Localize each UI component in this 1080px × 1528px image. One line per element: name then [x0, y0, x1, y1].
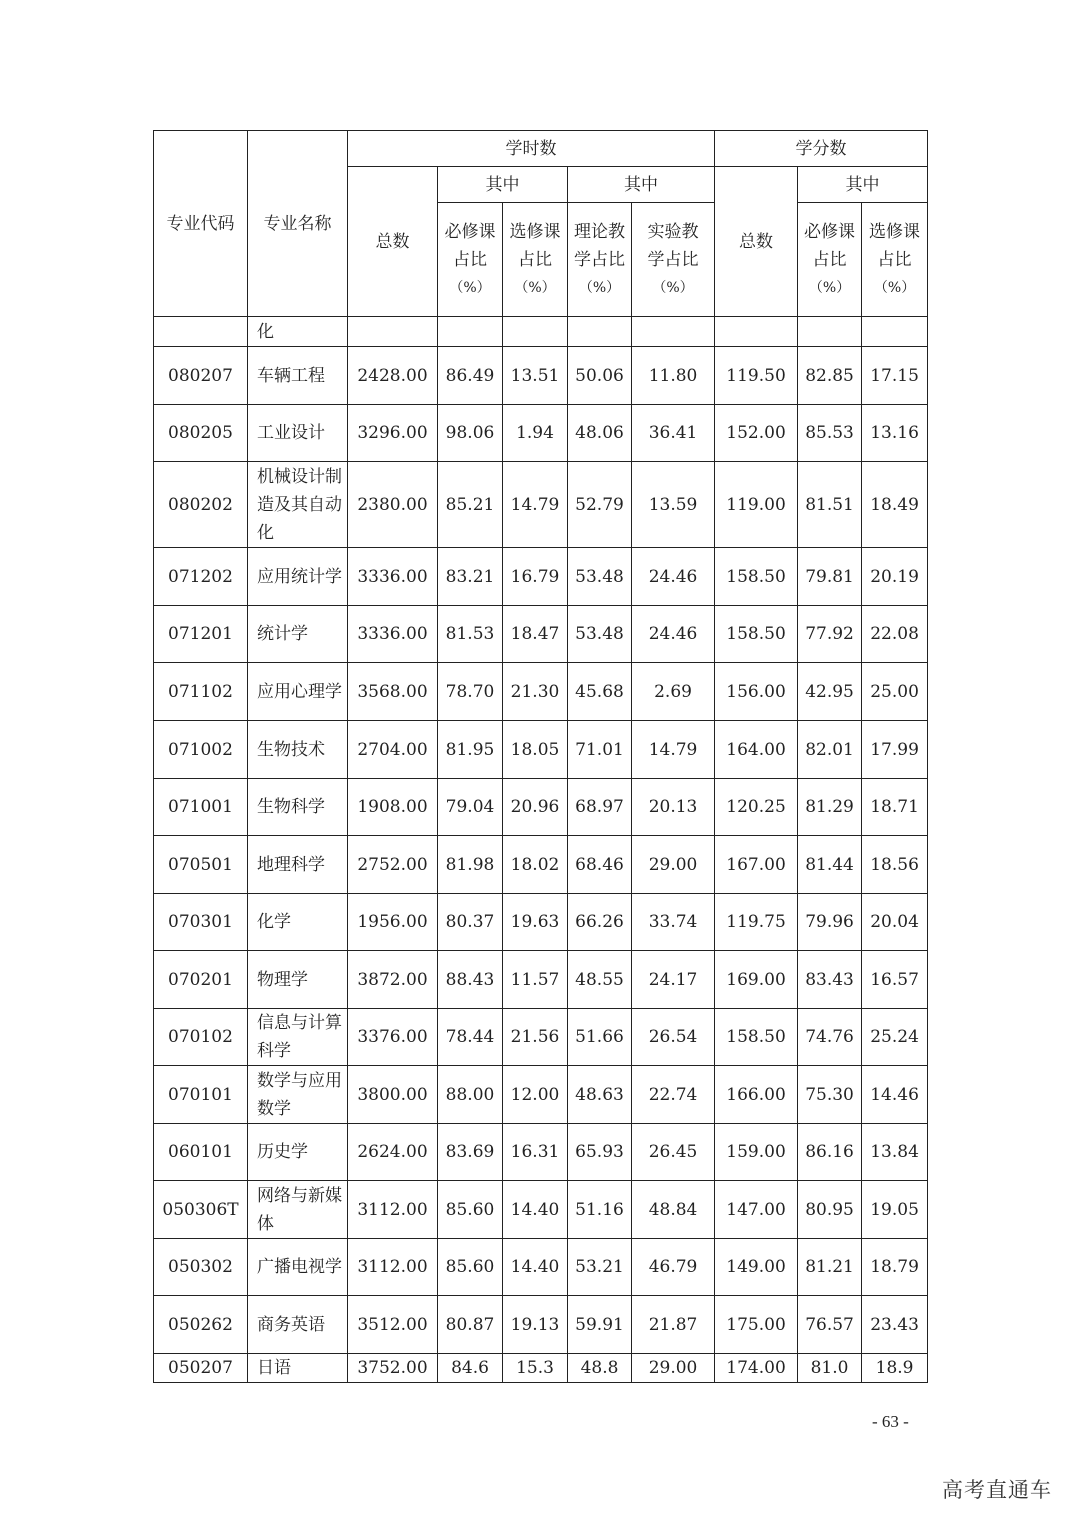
cell-req: 80.87: [438, 1296, 503, 1354]
cell-name: 信息与计算科学: [248, 1009, 348, 1066]
cell-credit-elec: 22.08: [862, 606, 928, 663]
cell-credit-req: 80.95: [798, 1181, 862, 1239]
table-header: [154, 131, 928, 317]
cell-credit-elec: 19.05: [862, 1181, 928, 1239]
cell-theory: 65.93: [568, 1124, 632, 1181]
cell-req: 81.95: [438, 721, 503, 779]
header-lab-pct: 实验教学占比 （%）: [632, 203, 715, 317]
cell-credits-total: 167.00: [715, 836, 798, 894]
cell-code: 070301: [154, 894, 248, 951]
cell-elec: 14.40: [503, 1181, 568, 1239]
cell-req: 81.98: [438, 836, 503, 894]
cell-req: 80.37: [438, 894, 503, 951]
cell-req: 85.60: [438, 1239, 503, 1296]
table-row: [154, 1354, 928, 1383]
cell-hours-total: 2380.00: [348, 462, 438, 548]
cell-name: 应用心理学: [248, 663, 348, 721]
cell-credits-total: 175.00: [715, 1296, 798, 1354]
cell-code: 070102: [154, 1009, 248, 1066]
cell-name: 生物技术: [248, 721, 348, 779]
cell-theory: 52.79: [568, 462, 632, 548]
cell-lab: 21.87: [632, 1296, 715, 1354]
cell-req: 98.06: [438, 405, 503, 462]
cell-lab: 20.13: [632, 779, 715, 836]
cell-credit-elec: 23.43: [862, 1296, 928, 1354]
cell-lab: 11.80: [632, 347, 715, 405]
cell-name: 历史学: [248, 1124, 348, 1181]
cell-theory: 53.21: [568, 1239, 632, 1296]
cell-elec: 15.3: [503, 1354, 568, 1383]
cell-elec: 16.79: [503, 548, 568, 606]
cell-theory: 50.06: [568, 347, 632, 405]
header-elective-pct: 选修课占比 （%）: [503, 203, 568, 317]
cell-theory: 53.48: [568, 606, 632, 663]
cell-credit-req: 77.92: [798, 606, 862, 663]
cell-name: 机械设计制造及其自动化: [248, 462, 348, 548]
cell-theory: 45.68: [568, 663, 632, 721]
cell-credit-req: 79.81: [798, 548, 862, 606]
cell-hours-total: 3336.00: [348, 548, 438, 606]
cell-lab: 24.46: [632, 606, 715, 663]
cell-hours-total: 3568.00: [348, 663, 438, 721]
cell-req: 85.21: [438, 462, 503, 548]
cell-theory: 66.26: [568, 894, 632, 951]
cell-code: 060101: [154, 1124, 248, 1181]
cell-hours-total: 3376.00: [348, 1009, 438, 1066]
table-row: [154, 951, 928, 1009]
cell-credit-elec: 18.9: [862, 1354, 928, 1383]
cell-lab: 24.17: [632, 951, 715, 1009]
table-row: [154, 894, 928, 951]
cell-req: 78.70: [438, 663, 503, 721]
cell-hours-total: 3752.00: [348, 1354, 438, 1383]
cell-name: 生物科学: [248, 779, 348, 836]
cell-code: 070501: [154, 836, 248, 894]
cell-hours-total: 2624.00: [348, 1124, 438, 1181]
cell-credit-req: 75.30: [798, 1066, 862, 1124]
cell-credit-elec: 13.84: [862, 1124, 928, 1181]
cell-code: 071202: [154, 548, 248, 606]
cell-credit-req: 76.57: [798, 1296, 862, 1354]
cell-elec: 18.02: [503, 836, 568, 894]
table-row-continued: [154, 317, 928, 347]
cell-credit-elec: 16.57: [862, 951, 928, 1009]
cell-credits-total: 119.75: [715, 894, 798, 951]
cell-lab: 29.00: [632, 836, 715, 894]
cell-req: 79.04: [438, 779, 503, 836]
cell-theory: 51.66: [568, 1009, 632, 1066]
cell-credit-req: 81.51: [798, 462, 862, 548]
cell-req: 83.21: [438, 548, 503, 606]
header-theory-pct: 理论教学占比 （%）: [568, 203, 632, 317]
cell-credits-total: 156.00: [715, 663, 798, 721]
cell-credits-total: 164.00: [715, 721, 798, 779]
header-credit-elective-pct: 选修课占比 （%）: [862, 203, 928, 317]
cell-theory: 48.06: [568, 405, 632, 462]
cell-hours-total: 3296.00: [348, 405, 438, 462]
header-hours-of-which-1: 其中: [438, 167, 568, 203]
cell-hours-total: 3112.00: [348, 1239, 438, 1296]
header-code: 专业代码: [154, 131, 248, 317]
cell-req: 88.43: [438, 951, 503, 1009]
cell-elec: 1.94: [503, 405, 568, 462]
cell-credit-req: 81.21: [798, 1239, 862, 1296]
cell-credit-elec: 18.49: [862, 462, 928, 548]
cell-name: 物理学: [248, 951, 348, 1009]
table-row: [154, 1124, 928, 1181]
cell-credit-req: 83.43: [798, 951, 862, 1009]
cell-code: 071001: [154, 779, 248, 836]
cell-code: 071102: [154, 663, 248, 721]
table-row: [154, 1296, 928, 1354]
header-hours-total: 总数: [348, 167, 438, 317]
cell-req: 81.53: [438, 606, 503, 663]
cell-name: 商务英语: [248, 1296, 348, 1354]
table-row: [154, 606, 928, 663]
table-row: [154, 548, 928, 606]
cell-credit-req: 81.0: [798, 1354, 862, 1383]
cell-lab: 24.46: [632, 548, 715, 606]
table-row: [154, 1239, 928, 1296]
cell-credit-req: 81.44: [798, 836, 862, 894]
table-row: [154, 836, 928, 894]
cell-elec: 18.47: [503, 606, 568, 663]
table-body: [154, 317, 928, 1383]
cell-theory: 51.16: [568, 1181, 632, 1239]
cell-lab: 46.79: [632, 1239, 715, 1296]
cell-credit-elec: 13.16: [862, 405, 928, 462]
cell-name: 数学与应用数学: [248, 1066, 348, 1124]
page-number: - 63 -: [872, 1412, 909, 1431]
cell-lab: 26.45: [632, 1124, 715, 1181]
cell-elec: 19.63: [503, 894, 568, 951]
cell-theory: 48.8: [568, 1354, 632, 1383]
cell-hours-total: 1908.00: [348, 779, 438, 836]
header-credits: 学分数: [715, 131, 928, 167]
cell-elec: 20.96: [503, 779, 568, 836]
cell-lab: 26.54: [632, 1009, 715, 1066]
cell-credits-total: 169.00: [715, 951, 798, 1009]
cell-credits-total: 158.50: [715, 606, 798, 663]
cell-req: 78.44: [438, 1009, 503, 1066]
cell-elec: 11.57: [503, 951, 568, 1009]
cell-elec: 13.51: [503, 347, 568, 405]
header-credits-total: 总数: [715, 167, 798, 317]
table-row: [154, 721, 928, 779]
cell-code: 050306T: [154, 1181, 248, 1239]
cell-req: 85.60: [438, 1181, 503, 1239]
cell-hours-total: 3512.00: [348, 1296, 438, 1354]
cell-theory: 59.91: [568, 1296, 632, 1354]
cell-lab: 36.41: [632, 405, 715, 462]
cell-hours-total: 2428.00: [348, 347, 438, 405]
cell-code: 050262: [154, 1296, 248, 1354]
cell-credit-req: 86.16: [798, 1124, 862, 1181]
cell-code: 050302: [154, 1239, 248, 1296]
cell-credit-req: 74.76: [798, 1009, 862, 1066]
cell-credits-total: 119.50: [715, 347, 798, 405]
cell-elec: 18.05: [503, 721, 568, 779]
cell-credits-total: 149.00: [715, 1239, 798, 1296]
header-required-pct: 必修课占比 （%）: [438, 203, 503, 317]
cell-elec: 21.56: [503, 1009, 568, 1066]
cell-elec: 14.40: [503, 1239, 568, 1296]
header-credits-of-which: 其中: [798, 167, 928, 203]
cell-name: 工业设计: [248, 405, 348, 462]
cell-name: 统计学: [248, 606, 348, 663]
cell-theory: 68.97: [568, 779, 632, 836]
cell-name: 网络与新媒体: [248, 1181, 348, 1239]
cell-credit-req: 81.29: [798, 779, 862, 836]
cell-name: 日语: [248, 1354, 348, 1383]
cell-code: 071201: [154, 606, 248, 663]
cell-lab: 2.69: [632, 663, 715, 721]
cell-name: 应用统计学: [248, 548, 348, 606]
cell-hours-total: 1956.00: [348, 894, 438, 951]
cell-lab: 13.59: [632, 462, 715, 548]
cell-credits-total: 159.00: [715, 1124, 798, 1181]
cell-hours-total: 3336.00: [348, 606, 438, 663]
cell-code: 080207: [154, 347, 248, 405]
cell-credit-elec: 18.56: [862, 836, 928, 894]
table-row: [154, 663, 928, 721]
cell-credit-req: 85.53: [798, 405, 862, 462]
cell-credit-elec: 25.00: [862, 663, 928, 721]
cell-credits-total: 120.25: [715, 779, 798, 836]
cell-theory: 71.01: [568, 721, 632, 779]
cell-credit-req: 42.95: [798, 663, 862, 721]
cell-hours-total: 3872.00: [348, 951, 438, 1009]
cell-theory: 48.63: [568, 1066, 632, 1124]
header-hours-of-which-2: 其中: [568, 167, 715, 203]
table-row: [154, 1066, 928, 1124]
cell-lab: 29.00: [632, 1354, 715, 1383]
cell-credit-elec: 17.15: [862, 347, 928, 405]
continued-name: 化: [248, 317, 348, 347]
table-row: [154, 462, 928, 548]
cell-credits-total: 174.00: [715, 1354, 798, 1383]
cell-credit-elec: 25.24: [862, 1009, 928, 1066]
cell-code: 050207: [154, 1354, 248, 1383]
cell-credit-req: 82.85: [798, 347, 862, 405]
table-row: [154, 1009, 928, 1066]
cell-credits-total: 166.00: [715, 1066, 798, 1124]
cell-credit-elec: 20.19: [862, 548, 928, 606]
cell-elec: 14.79: [503, 462, 568, 548]
cell-elec: 12.00: [503, 1066, 568, 1124]
curriculum-table-wrapper: [153, 130, 927, 1383]
cell-code: 080202: [154, 462, 248, 548]
cell-name: 车辆工程: [248, 347, 348, 405]
cell-credit-elec: 20.04: [862, 894, 928, 951]
cell-elec: 19.13: [503, 1296, 568, 1354]
cell-credits-total: 152.00: [715, 405, 798, 462]
watermark: 高考直通车: [942, 1478, 1052, 1502]
cell-credits-total: 147.00: [715, 1181, 798, 1239]
cell-credits-total: 158.50: [715, 548, 798, 606]
cell-code: 070201: [154, 951, 248, 1009]
cell-theory: 68.46: [568, 836, 632, 894]
cell-lab: 22.74: [632, 1066, 715, 1124]
cell-credit-elec: 14.46: [862, 1066, 928, 1124]
cell-lab: 33.74: [632, 894, 715, 951]
header-hours: 学时数: [348, 131, 715, 167]
cell-credit-elec: 18.71: [862, 779, 928, 836]
cell-req: 88.00: [438, 1066, 503, 1124]
cell-lab: 48.84: [632, 1181, 715, 1239]
cell-code: 070101: [154, 1066, 248, 1124]
cell-theory: 48.55: [568, 951, 632, 1009]
cell-hours-total: 3112.00: [348, 1181, 438, 1239]
header-credit-required-pct: 必修课占比 （%）: [798, 203, 862, 317]
cell-req: 83.69: [438, 1124, 503, 1181]
table-row: [154, 779, 928, 836]
header-name: 专业名称: [248, 131, 348, 317]
cell-credits-total: 119.00: [715, 462, 798, 548]
table-row: [154, 1181, 928, 1239]
cell-lab: 14.79: [632, 721, 715, 779]
cell-name: 地理科学: [248, 836, 348, 894]
cell-elec: 21.30: [503, 663, 568, 721]
cell-credit-elec: 17.99: [862, 721, 928, 779]
table-row: [154, 347, 928, 405]
curriculum-table: [153, 130, 928, 1383]
cell-name: 广播电视学: [248, 1239, 348, 1296]
table-row: [154, 405, 928, 462]
cell-code: 071002: [154, 721, 248, 779]
cell-credit-req: 79.96: [798, 894, 862, 951]
cell-credit-req: 82.01: [798, 721, 862, 779]
cell-hours-total: 3800.00: [348, 1066, 438, 1124]
cell-elec: 16.31: [503, 1124, 568, 1181]
cell-code: 080205: [154, 405, 248, 462]
cell-theory: 53.48: [568, 548, 632, 606]
cell-hours-total: 2704.00: [348, 721, 438, 779]
cell-credit-elec: 18.79: [862, 1239, 928, 1296]
cell-name: 化学: [248, 894, 348, 951]
cell-req: 86.49: [438, 347, 503, 405]
cell-req: 84.6: [438, 1354, 503, 1383]
cell-credits-total: 158.50: [715, 1009, 798, 1066]
cell-hours-total: 2752.00: [348, 836, 438, 894]
